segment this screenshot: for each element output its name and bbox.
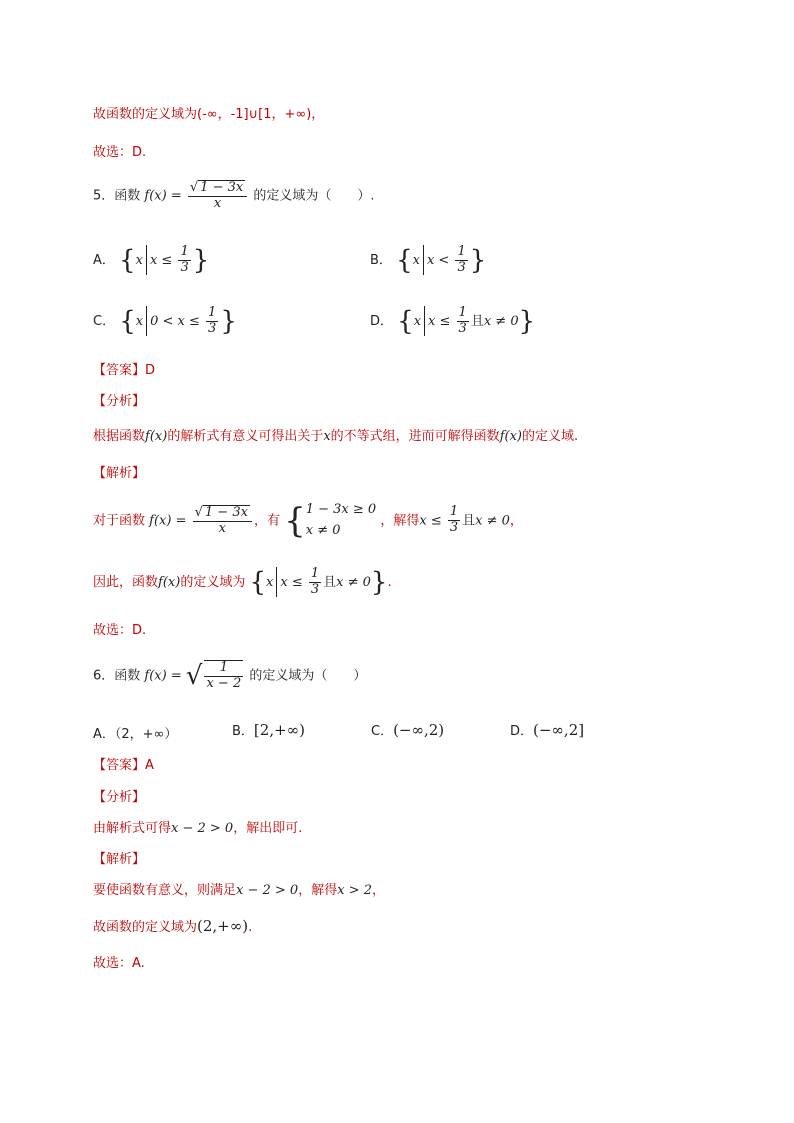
q6-option-b: B．[2,+∞)	[232, 721, 306, 739]
q5-solution-tag: 【解析】	[93, 466, 146, 481]
q6-conclusion: 故函数的定义域为(2,+∞).	[93, 917, 253, 935]
q5-option-d: D． {x x ≤ $\frac{1}{3}$ 且x ≠ 0}	[370, 305, 536, 337]
q5-stem: 5．函数 f(x) = $\frac{√ 1 - 3x}{x}$ 的定义域为（ ）.	[93, 180, 375, 211]
q6-option-a: A．（2，+∞）	[93, 727, 178, 742]
q6-analysis-tag: 【分析】	[93, 790, 146, 805]
q5-conclusion: 因此，函数f(x)的定义域为 {x x ≤ $\frac{1}{3}$ 且x ≠ 0}.	[93, 566, 392, 598]
q5-option-c: C． {x 0 < x ≤ $\frac{1}{3}$ }	[93, 305, 237, 337]
q6-option-c: C．(−∞,2)	[371, 721, 445, 739]
q5-answer: 【答案】D	[93, 363, 156, 378]
q5-analysis: 根据函数f(x)的解析式有意义可得出关于x的不等式组，进而可解得函数f(x)的定义域.	[93, 429, 579, 444]
q6-solution-tag: 【解析】	[93, 852, 146, 867]
q6-solution: 要使函数有意义，则满足x − 2 > 0，解得x > 2，	[93, 883, 386, 898]
q6-stem: 6．函数 f(x) = √ $\frac{1}{x - 2}$ 的定义域为（ ）	[93, 660, 367, 691]
q6-answer: 【答案】A	[93, 758, 154, 773]
q5-option-a: A． {x x ≤ $\frac{1}{3}$ }	[93, 244, 210, 276]
q5-fraction: $\frac{√ 1 - 3x}{x}$	[188, 180, 247, 212]
q6-choice: 故选：A.	[93, 956, 145, 971]
q5-choice: 故选：D.	[93, 623, 147, 638]
q6-option-d: D．(−∞,2]	[510, 721, 585, 739]
q6-analysis: 由解析式可得x − 2 > 0，解出即可.	[93, 821, 303, 836]
q5-option-b: B． {x x < $\frac{1}{3}$ }	[370, 244, 487, 276]
q5-analysis-tag: 【分析】	[93, 394, 146, 409]
q5-solution: 对于函数 f(x) = $\frac{√ 1 - 3x}{x}$ ，有 {1 − 3x ≥ 0 x ≠ 0 ，解得x ≤ $\frac{1}{3}$ 且x ≠ 0，	[93, 500, 523, 541]
prev-domain-line: 故函数的定义域为(-∞，-1]∪[1，+∞)，	[93, 107, 325, 122]
prev-choice-line: 故选：D.	[93, 145, 147, 160]
